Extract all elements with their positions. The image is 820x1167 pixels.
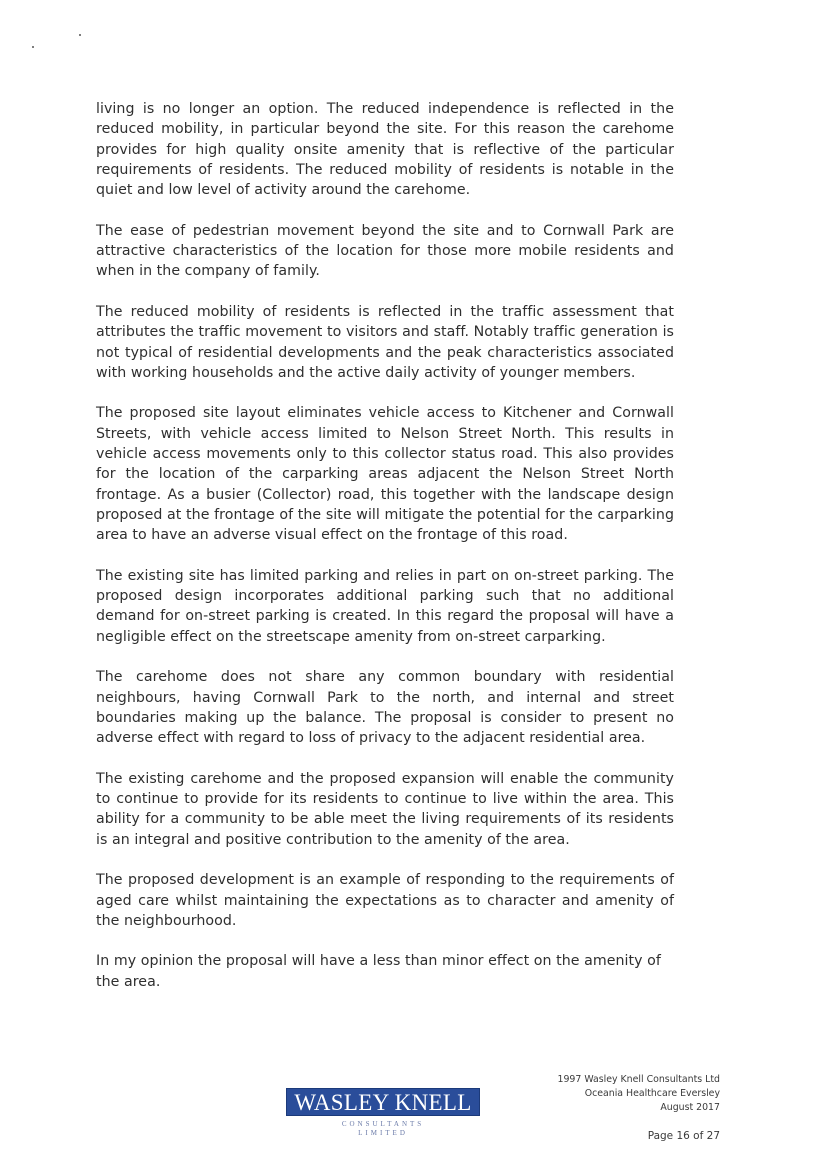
paragraph: The reduced mobility of residents is reflected in the traffic assessment that attributes the traffic movement to visitors and staff. Notably traffic generation is not typical of residential developments and the peak characteristics associated with working households and the active daily activity of younger members. <box>96 303 674 381</box>
paragraph: In my opinion the proposal will have a less than minor effect on the amenity of the area. <box>96 953 661 990</box>
scan-speck <box>79 34 81 36</box>
logo-subtitle-limited: LIMITED <box>358 1129 408 1137</box>
paragraph: The proposed site layout eliminates vehicle access to Kitchener and Cornwall Streets, with vehicle access limited to Nelson Street North. This results in vehicle access movements only to this collector status road. This also provides for the location of the carparking areas adjacent the Nelson Street North frontage. As a busier (Collector) road, this together with the landscape design proposed at the frontage of the site will mitigate the potential for the carparking area to have an adverse visual effect on the frontage of this road. <box>96 405 674 544</box>
footer-project: Oceania Healthcare Eversley <box>584 1088 720 1099</box>
paragraph: The carehome does not share any common boundary with residential neighbours, having Cornwall Park to the north, and internal and street boundaries making up the balance. The proposal is consider to present no adverse effect with regard to loss of privacy to the adjacent residential area. <box>96 669 674 747</box>
logo-subtitle-consultants: CONSULTANTS <box>341 1120 425 1128</box>
company-logo <box>286 1088 480 1138</box>
scan-speck <box>32 46 34 48</box>
logo-wordmark: WASLEY KNELL <box>286 1088 480 1116</box>
paragraph: living is no longer an option. The reduced independence is reflected in the reduced mobility, in particular beyond the site. For this reason the carehome provides for high quality onsite amenity that is reflective of the particular requirements of residents. The reduced mobility of residents is notable in the quiet and low level of activity around the carehome. <box>96 101 674 199</box>
paragraph: The existing site has limited parking and relies in part on on-street parking. The proposed design incorporates additional parking such that no additional demand for on-street parking is created. In this regard the proposal will have a negligible effect on the streetscape amenity from on-street carparking. <box>96 567 674 645</box>
paragraph: The proposed development is an example of responding to the requirements of aged care whilst maintaining the expectations as to character and amenity of the neighbourhood. <box>96 872 674 929</box>
footer-info <box>558 1073 721 1115</box>
paragraph: The existing carehome and the proposed expansion will enable the community to continue to provide for its residents to continue to live within the area. This ability for a community to be able meet the living requirements of its residents is an integral and positive contribution to the amenity of the area. <box>96 770 674 848</box>
paragraph: The ease of pedestrian movement beyond the site and to Cornwall Park are attractive characteristics of the location for those more mobile residents and when in the company of family. <box>96 222 674 280</box>
footer-copyright: 1997 Wasley Knell Consultants Ltd <box>557 1074 720 1085</box>
document-body <box>96 99 674 1012</box>
page-number: Page 16 of 27 <box>647 1130 720 1142</box>
footer-date: August 2017 <box>660 1102 720 1113</box>
